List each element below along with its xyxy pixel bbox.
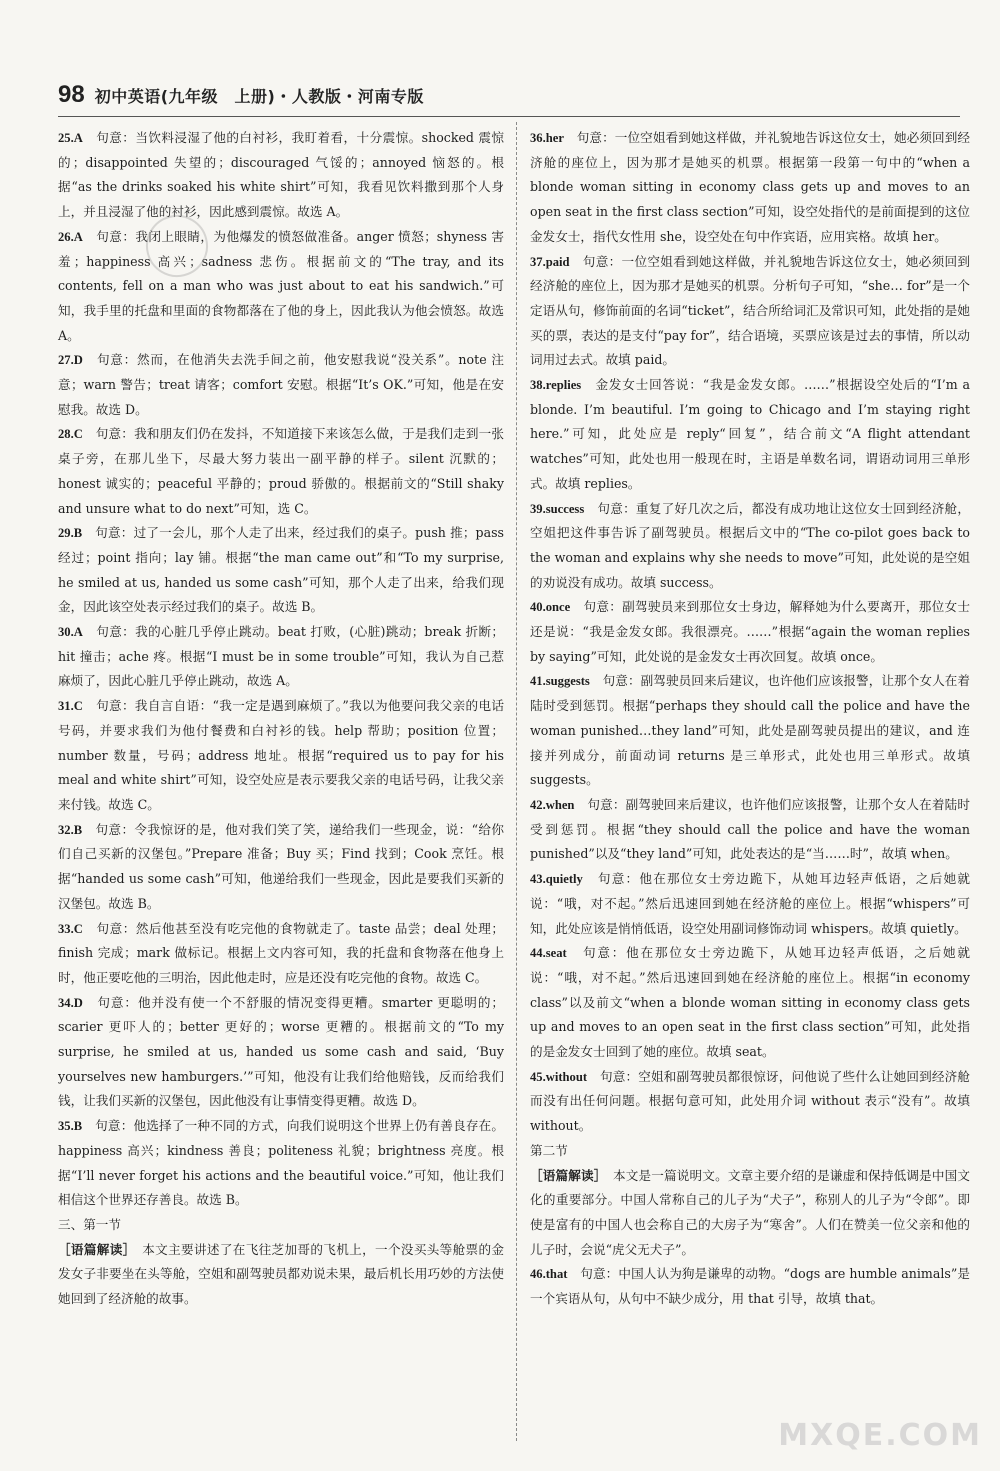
answer-item: 45.without 句意：空姐和副驾驶员都很惊讶，问他说了些什么让她回到经济舱而没有出任何问题。根据句意可知，此处用介词 without 表示“没有”。故填 without。 bbox=[530, 1068, 970, 1134]
answer-item: 46.that 句意：中国人认为狗是谦卑的动物。“dogs are humble animals”是一个宾语从句，从句中不缺少成分，用 that 引导，故填 that。 bbox=[530, 1266, 970, 1307]
passage-summary: ［语篇解读］ 本文是一篇说明文。文章主要介绍的是谦虚和保持低调是中国文化的重要部分。中国人常称自己的儿子为“犬子”，称别人的儿子为“令郎”。即使是富有的中国人也会称自己的大房子为“寒舍”。人们在赞美一位父亲和他的儿子时，会说“虎父无犬子”。 bbox=[530, 1167, 971, 1257]
answer-item: 33.C 句意：然后他甚至没有吃完他的食物就走了。taste 品尝；deal 处理；finish 完成；mark 做标记。根据上文内容可知，我的托盘和食物落在他身上时，他正要吃他的三明治，因此他走时，应是还没有吃完他的食物。故选 C。 bbox=[58, 920, 505, 985]
answer-item: 31.C 句意：我自言自语：“我一定是遇到麻烦了。”我以为他要问我父亲的电话号码，并要求我们为他付餐费和白衬衫的钱。help 帮助；position 位置；number 数量，号码；address 地址。根据“required us to pay for his meal and white shirt”可知，设空处应是表示要我父亲的电话号码，让我父亲来付钱。故选 C。 bbox=[58, 698, 505, 812]
answer-item: 30.A 句意：我的心脏几乎停止跳动。beat 打败，(心脏)跳动；break 折断；hit 撞击；ache 疼。根据“I must be in some trouble”可知，我认为自己惹麻烦了，因此心脏几乎停止跳动，故选 A。 bbox=[58, 624, 505, 689]
answer-item: 34.D 句意：他并没有使一个不舒服的情况变得更糟。smarter 更聪明的；scarier 更吓人的；better 更好的；worse 更糟的。根据前文的“To my surprise, he smiled at us, handed us some cash and said, ‘Buy yourselves new hamburgers.’”可知，他没有让我们给他赔钱，反而给我们钱，让我们买新的汉堡包，因此他没有让事情变得更糟。故选 D。 bbox=[58, 994, 504, 1109]
section-title: 三、第一节 bbox=[58, 1216, 121, 1232]
answer-item: 26.A 句意：我闭上眼睛，为他爆发的愤怒做准备。anger 愤怒；shyness 害羞；happiness 高兴；sadness 悲伤。根据前文的“The tray, and its contents, fell on a man who was just about to eat his sandwich.”可知，我手里的托盘和里面的食物都落在了他的身上，因此我认为他会愤怒。故选 A。 bbox=[58, 228, 504, 343]
passage-summary: ［语篇解读］ 本文主要讲述了在飞往芝加哥的飞机上，一个没买头等舱票的金发女子非要坐在头等舱，空姐和副驾驶员都劝说未果，最后机长用巧妙的方法使她回到了经济舱的故事。 bbox=[58, 1241, 505, 1307]
answer-item: 29.B 句意：过了一会儿，那个人走了出来，经过我们的桌子。push 推；pass 经过；point 指向；lay 铺。根据“the man came out”和“To my surprise, he smiled at us, handed us some cash”可知，那个人走了出来，给我们现金，因此该空处表示经过我们的桌子。故选 B。 bbox=[58, 525, 505, 615]
answer-item: 39.success 句意：重复了好几次之后，都没有成功地让这位女士回到经济舱，空姐把这件事告诉了副驾驶员。根据后文中的“The co-pilot goes back to the woman and explains why she needs to move”可知，此处说的是空姐的劝说没有成功。故填 success。 bbox=[530, 500, 970, 590]
site-watermark: MXQE.COM bbox=[778, 1418, 982, 1453]
answer-item: 38.replies 金发女士回答说：“我是金发女郎。……”根据设空处后的“I’m a blonde. I’m beautiful. I’m going to Chicago and I’m staying right here.”可知，此处应是 reply“回复”，结合前文“A flight attendant watches”可知，此处也用一般现在时，主语是单数名词，谓语动词用三单形式。故填 replies。 bbox=[530, 377, 971, 491]
answer-item: 25.A 句意：当饮料浸湿了他的白衬衫，我盯着看，十分震惊。shocked 震惊的；disappointed 失望的；discouraged 气馁的；annoyed 恼怒的。根据“as the drinks soaked his white shirt”可知，我看见饮料撒到那个人身上，并且浸湿了他的衬衫，因此感到震惊。故选 A。 bbox=[58, 130, 505, 220]
left-column bbox=[58, 126, 504, 1312]
page-header bbox=[58, 78, 424, 112]
answer-item: 41.suggests 句意：副驾驶员回来后建议，也许他们应该报警，让那个女人在着陆时受到惩罚。根据“perhaps they should call the police and have the woman punished…they land”可知，此处是副驾驶员提出的建议，and 连接并列成分，前面动词 returns 是三单形式，此处也用三单形式。故填 suggests。 bbox=[530, 673, 971, 788]
answer-item: 42.when 句意：副驾驶回来后建议，也许他们应该报警，让那个女人在着陆时受到惩罚。根据“they should call the police and have the woman punished”以及“they land”可知，此处表达的是“当……时”，故填 when。 bbox=[530, 796, 971, 862]
answer-item: 43.quietly 句意：他在那位女士旁边跪下，从她耳边轻声低语，之后她就说：“哦，对不起。”然后迅速回到她在经济舱的座位上。根据“whispers”可知，此处应该是悄悄低语，设空处用副词修饰动词 whispers。故填 quietly。 bbox=[530, 871, 971, 936]
section-title: 第二节 bbox=[530, 1142, 568, 1158]
right-column bbox=[530, 126, 970, 1312]
page-number: 98 bbox=[58, 81, 85, 108]
answer-item: 36.her 句意：一位空姐看到她这样做，并礼貌地告诉这位女士，她必须回到经济舱的座位上，因为那才是她买的机票。根据第一段第一句中的“when a blonde woman sitting in economy class gets up and moves to an open seat in the first class section”可知，设空处指代的是前面提到的这位金发女士，指代女性用 she，设空处在句中作宾语，应用宾格。故填 her。 bbox=[530, 130, 971, 244]
answer-item: 40.once 句意：副驾驶员来到那位女士身边，解释她为什么要离开，那位女士还是说：“我是金发女郎。我很漂亮。……”根据“again the woman replies by saying”可知，此处说的是金发女士再次回复。故填 once。 bbox=[530, 599, 971, 664]
answer-item: 37.paid 句意：一位空姐看到她这样做，并礼貌地告诉这位女士，她必须回到经济舱的座位上，因为那才是她买的机票。分析句子可知，“she… for”是一个定语从句，修饰前面的名词“ticket”，结合所给词汇及常识可知，此处指的是她买的票，表达的是支付“pay for”，结合语境，买票应该是过去的事情，所以动词用过去式。故填 paid。 bbox=[530, 253, 971, 368]
answer-item: 35.B 句意：他选择了一种不同的方式，向我们说明这个世界上仍有善良存在。happiness 高兴；kindness 善良；politeness 礼貌；brightness 亮度。根据“I’ll never forget his actions and the beautiful voice.”可知，他让我们相信这个世界还存善良。故选 B。 bbox=[58, 1118, 505, 1208]
answer-item: 27.D 句意：然而，在他消失去洗手间之前，他安慰我说“没关系”。note 注意；warn 警告；treat 请客；comfort 安慰。根据“It’s OK.”可知，他是在安慰我。故选 D。 bbox=[58, 352, 504, 417]
answer-item: 44.seat 句意：他在那位女士旁边跪下，从她耳边轻声低语，之后她就说：“哦，对不起。”然后迅速回到她在经济舱的座位上。根据“in economy class”以及前文“when a blonde woman sitting in economy class gets up and moves to an open seat in the first class section”可知，此处指的是金发女士回到了她的座位。故填 seat。 bbox=[530, 945, 971, 1060]
answer-item: 28.C 句意：我和朋友们仍在发抖，不知道接下来该怎么做，于是我们走到一张桌子旁，在那儿坐下，尽最大努力装出一副平静的样子。silent 沉默的；honest 诚实的；peaceful 平静的；proud 骄傲的。根据前文的“Still shaky and unsure what to do next”可知，选 C。 bbox=[58, 426, 505, 516]
answer-item: 32.B 句意：令我惊讶的是，他对我们笑了笑，递给我们一些现金，说：“给你们自己买新的汉堡包。”Prepare 准备；Buy 买；Find 找到；Cook 烹饪。根据“handed us some cash”可知，他递给我们一些现金，因此是要我们买新的汉堡包。故选 B。 bbox=[58, 821, 504, 911]
book-title: 初中英语(九年级 上册)・人教版・河南专版 bbox=[94, 86, 424, 106]
column-divider bbox=[516, 122, 517, 1441]
header-rule bbox=[58, 116, 960, 117]
